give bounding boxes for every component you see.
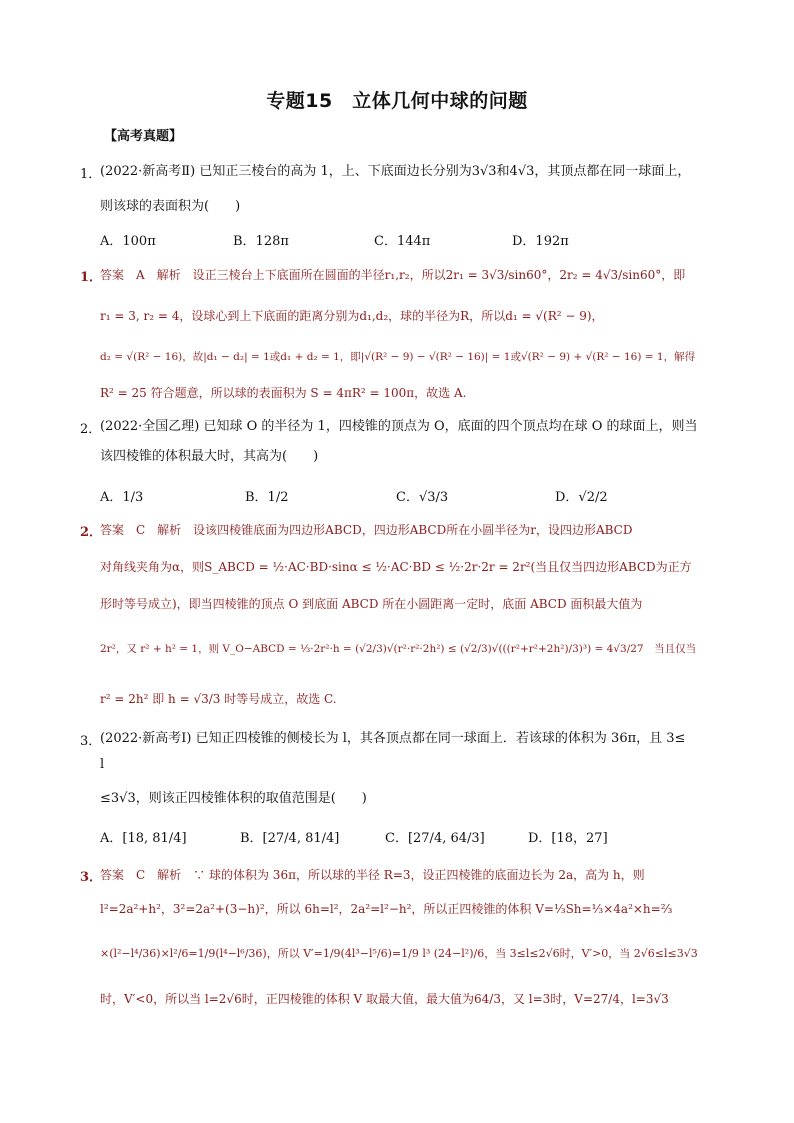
- question-1-option-c: C．144π: [374, 234, 431, 249]
- question-3-option-a: A．[18, 81/4]: [100, 831, 187, 846]
- question-1-number: 1．: [80, 167, 102, 182]
- answer-2-line-3: 形时等号成立)，即当四棱锥的顶点 O 到底面 ABCD 所在小圆距离一定时，底面 ABCD 面积最大值为: [100, 597, 643, 611]
- answer-2-number: 2．: [80, 525, 103, 540]
- answer-2-line-2: 对角线夹角为α，则S_ABCD = ½·AC·BD·sinα ≤ ½·AC·BD ≤ ½·2r·2r = 2r²(当且仅当四边形ABCD为正方: [100, 560, 692, 574]
- question-2-option-c: C．√3/3: [396, 490, 449, 505]
- question-3-option-b: B．[27/4, 81/4]: [240, 831, 340, 846]
- question-3-text-line-2: ≤3√3，则该正四棱锥体积的取值范围是( ): [100, 791, 367, 806]
- answer-1-line-4: R² = 25 符合题意，所以球的表面积为 S = 4πR² = 100π，故选 A.: [100, 386, 467, 400]
- answer-3-line-4: 时，V′<0，所以当 l=2√6时，正四棱锥的体积 V 取最大值，最大值为64/3，又 l=3时，V=27/4，l=3√3: [100, 992, 669, 1006]
- answer-1-line-3: d₂ = √(R² − 16)，故|d₁ − d₂| = 1或d₁ + d₂ = 1，即|√(R² − 9) − √(R² − 16)| = 1或√(R² − 9) + √(R² − 16) = 1，解得: [100, 351, 696, 363]
- section-heading: 【高考真题】: [104, 129, 183, 144]
- question-3-text-line-1b: l: [100, 757, 105, 772]
- answer-2-line-1: 答案 C 解析 设该四棱锥底面为四边形ABCD，四边形ABCD所在小圆半径为r，设四边形ABCD: [100, 523, 633, 537]
- answer-2-line-5: r² = 2h² 即 h = √3/3 时等号成立，故选 C.: [100, 692, 337, 706]
- question-3-option-c: C．[27/4, 64/3]: [385, 831, 485, 846]
- answer-1-line-1: 答案 A 解析 设正三棱台上下底面所在圆面的半径r₁,r₂，所以2r₁ = 3√3/sin60°，2r₂ = 4√3/sin60°，即: [100, 268, 686, 282]
- question-2-text-line-1: (2022·全国乙理) 已知球 O 的半径为 1，四棱锥的顶点为 O，底面的四个顶点均在球 O 的球面上，则当: [100, 419, 698, 434]
- question-1-text-line-2: 则该球的表面积为( ): [100, 199, 241, 214]
- question-2-number: 2．: [80, 422, 102, 437]
- page-title: 专题15 立体几何中球的问题: [266, 90, 528, 112]
- question-3-number: 3．: [80, 734, 102, 749]
- question-1-option-b: B．128π: [233, 234, 289, 249]
- question-1-text-line-1: (2022·新高考Ⅱ) 已知正三棱台的高为 1，上、下底面边长分别为3√3和4√3，其顶点都在同一球面上，: [100, 164, 691, 179]
- answer-3-line-1: 答案 C 解析 ∵ 球的体积为 36π，所以球的半径 R=3，设正四棱锥的底面边长为 2a，高为 h，则: [100, 868, 645, 882]
- question-2-option-b: B．1/2: [245, 490, 289, 505]
- question-2-text-line-2: 该四棱锥的体积最大时，其高为( ): [100, 449, 319, 464]
- answer-2-line-4: 2r²，又 r² + h² = 1，则 V_O−ABCD = ⅓·2r²·h = (√2/3)√(r²·r²·2h²) ≤ (√2/3)√(((r²+r²+2h²)/3)³) = 4√3/27 当且仅当: [100, 643, 697, 655]
- answer-3-line-3: ×(l²−l⁴/36)×l²/6=1/9(l⁴−l⁶/36)，所以 V′=1/9(4l³−l⁵/6)=1/9 l³ (24−l²)/6，当 3≤l≤2√6时，V′>0，当 2√6≤l≤3√3: [100, 947, 698, 960]
- question-1-option-d: D．192π: [512, 234, 569, 249]
- answer-3-line-2: l²=2a²+h²，3²=2a²+(3−h)²，所以 6h=l²，2a²=l²−h²，所以正四棱锥的体积 V=⅓Sh=⅓×4a²×h=⅔: [100, 902, 673, 916]
- question-2-option-d: D．√2/2: [555, 490, 608, 505]
- question-1-option-a: A．100π: [100, 234, 156, 249]
- question-2-option-a: A．1/3: [100, 490, 144, 505]
- question-3-text-line-1: (2022·新高考Ⅰ) 已知正四棱锥的侧棱长为 l，其各顶点都在同一球面上．若该球的体积为 36π，且 3≤: [100, 731, 686, 746]
- question-3-option-d: D．[18，27]: [528, 831, 608, 846]
- answer-3-number: 3．: [80, 870, 103, 885]
- answer-1-number: 1．: [80, 270, 103, 285]
- answer-1-line-2: r₁ = 3, r₂ = 4，设球心到上下底面的距离分别为d₁,d₂，球的半径为R，所以d₁ = √(R² − 9)，: [100, 309, 604, 323]
